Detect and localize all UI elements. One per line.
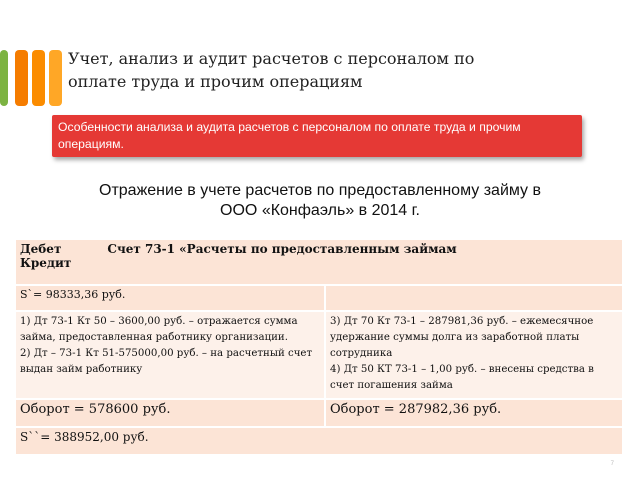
credit-operations-cell — [325, 311, 623, 399]
decor-bar-green — [0, 50, 8, 106]
credit-operation-item: 4) Дт 50 КТ 73-1 – 1,00 руб. – внесены средства в счет погашения займа — [330, 364, 594, 391]
opening-balance-cell: S`= 98333,36 руб. — [15, 285, 325, 311]
decor-bar-orange-3 — [49, 50, 62, 106]
decor-bar-orange-1 — [15, 50, 28, 106]
closing-balance-cell: S``= 388952,00 руб. — [15, 427, 623, 455]
account-table — [14, 238, 624, 456]
section-banner: Особенности анализа и аудита расчетов с персоналом по оплате труда и прочим операциям. — [52, 115, 582, 157]
credit-label: Кредит — [20, 256, 72, 270]
turnover-debit-cell: Оборот = 578600 руб. — [15, 399, 325, 427]
credit-operation-item: 3) Дт 70 Кт 73-1 – 287981,36 руб. – ежемесячное удержание суммы долга из заработной платы сотрудника — [330, 316, 594, 359]
debit-label: Дебет — [20, 242, 62, 256]
debit-operations-cell — [15, 311, 325, 399]
table-caption-line-2: ООО «Конфаэль» в 2014 г. — [220, 202, 420, 219]
operations-row — [15, 311, 623, 399]
debit-operation-item: 1) Дт 73-1 Кт 50 – 3600,00 руб. – отражается сумма займа, предоставленная работнику организации. — [20, 316, 298, 343]
opening-balance-empty-cell — [325, 285, 623, 311]
slide-title-line-2: оплате труда и прочим операциям — [68, 72, 363, 91]
turnover-credit-cell: Оборот = 287982,36 руб. — [325, 399, 623, 427]
decor-bar-orange-2 — [32, 50, 45, 106]
account-title: Счет 73-1 «Расчеты по предоставленным займам — [107, 242, 457, 256]
table-header-row — [15, 239, 623, 285]
table-caption — [40, 181, 600, 221]
slide-title-line-1: Учет, анализ и аудит расчетов с персоналом по — [68, 49, 475, 68]
opening-balance-row — [15, 285, 623, 311]
table-header-cell — [15, 239, 623, 285]
closing-balance-row — [15, 427, 623, 455]
turnover-row — [15, 399, 623, 427]
debit-operation-item: 2) Дт – 73-1 Кт 51-575000,00 руб. – на расчетный счет выдан займ работнику — [20, 348, 313, 375]
table-caption-line-1: Отражение в учете расчетов по предоставленному займу в — [99, 182, 541, 199]
page-number: 7 — [610, 461, 614, 467]
slide-title — [68, 47, 588, 93]
